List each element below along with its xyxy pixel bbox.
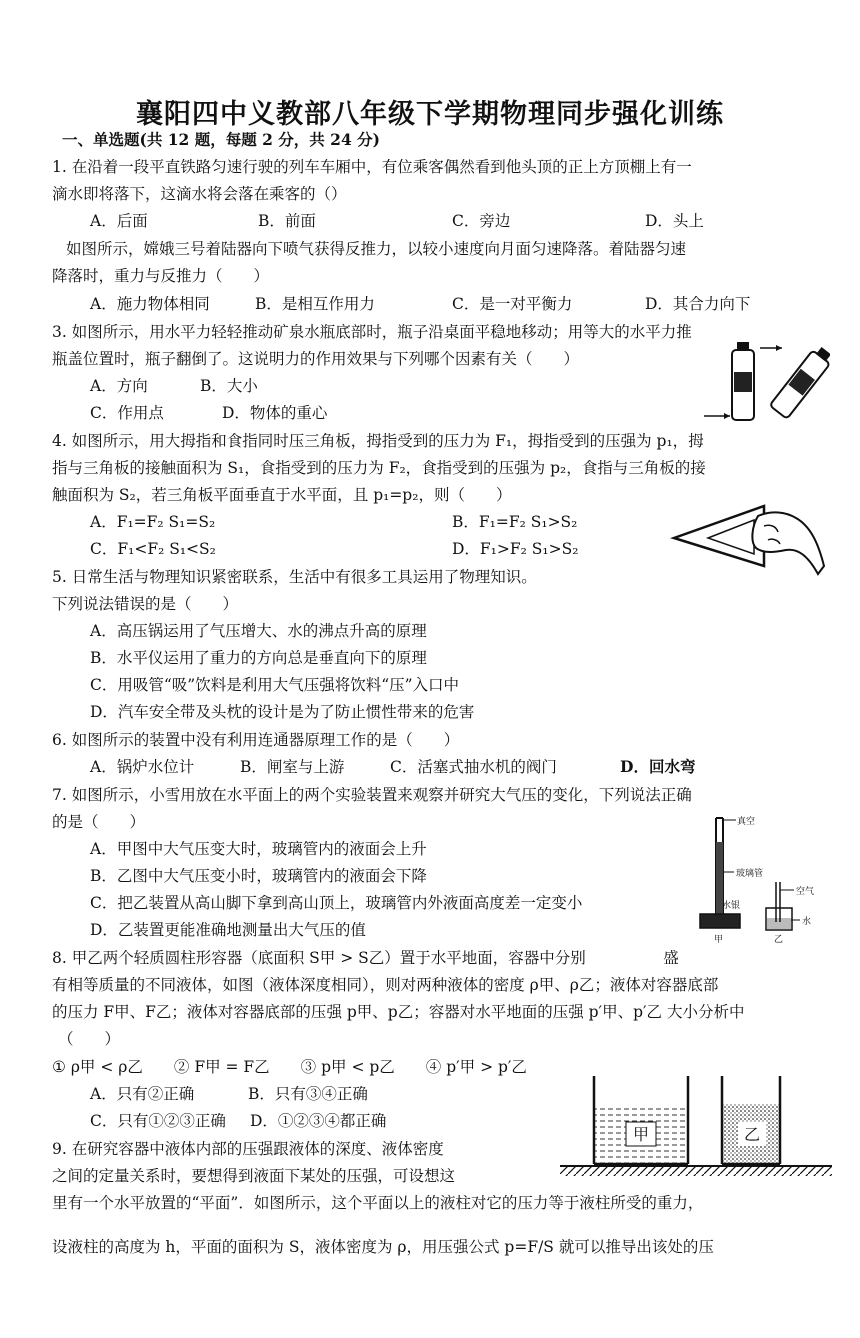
q7-line2: 的是（ ） xyxy=(52,813,146,831)
q2-option-c: C．是一对平衡力 xyxy=(452,295,573,313)
q3-option-a: A．方向 xyxy=(90,377,148,395)
fig7-label-yi: 乙 xyxy=(774,935,784,945)
q7-option-d: D．乙装置更能准确地测量出大气压的值 xyxy=(90,921,366,939)
q3-option-c: C．作用点 xyxy=(90,404,164,422)
q5-line2: 下列说法错误的是（ ） xyxy=(52,595,239,613)
q4-line3: 触面积为 S₂，若三角板平面垂直于水平面，且 p₁=p₂，则（ ） xyxy=(52,486,512,504)
fig8-label-jia: 甲 xyxy=(632,1125,650,1144)
fig7-label-jia: 甲 xyxy=(714,935,724,945)
q5-option-c: C．用吸管“吸”饮料是利用大气压强将饮料“压”入口中 xyxy=(90,676,460,694)
q8-line3: 的压力 F甲、F乙；液体对容器底部的压强 p甲、p乙；容器对水平地面的压强 p′甲、p′乙 大小分析中 xyxy=(52,1003,745,1021)
q8-line4: （ ） xyxy=(58,1030,121,1048)
q4-line1: 4. 如图所示，用大拇指和食指同时压三角板，拇指受到的压力为 F₁，拇指受到的压强为 p₁，拇 xyxy=(52,432,704,450)
fig7-label-mercury: 水银 xyxy=(722,901,741,911)
fig7-label-tube: 玻璃管 xyxy=(736,869,764,879)
fig7-label-air: 空气 xyxy=(796,887,815,897)
q3-line2: 瓶盖位置时，瓶子翻倒了。这说明力的作用效果与下列哪个因素有关（ ） xyxy=(52,350,580,368)
q7-option-a: A．甲图中大气压变大时，玻璃管内的液面会上升 xyxy=(90,840,427,858)
q5-line1: 5. 日常生活与物理知识紧密联系，生活中有很多工具运用了物理知识。 xyxy=(52,568,537,586)
q7-line1: 7. 如图所示，小雪用放在水平面上的两个实验装置来观察并研究大气压的变化，下列说法正确 xyxy=(52,786,692,804)
q8-line2: 有相等质量的不同液体，如图（液体深度相同），则对两种液体的密度 ρ甲、ρ乙；液体对容器底部 xyxy=(52,976,719,994)
q2-line1: 如图所示，嫦娥三号着陆器向下喷气获得反推力，以较小速度向月面匀速降落。着陆器匀速 xyxy=(66,240,687,258)
q2-option-d: D．其合力向下 xyxy=(645,295,751,313)
q7-barometer-figure xyxy=(696,812,832,948)
fig7-label-water: 水 xyxy=(802,917,812,927)
q2-line2: 降落时，重力与反推力（ ） xyxy=(52,267,270,285)
q1-option-d: D．头上 xyxy=(645,212,704,230)
q2-option-a: A．施力物体相同 xyxy=(90,295,210,313)
q9-line4: 设液柱的高度为 h，平面的面积为 S，液体密度为 ρ，用压强公式 p=F/S 就可以推导出该处的压 xyxy=(52,1238,714,1256)
q5-option-a: A．高压锅运用了气压增大、水的沸点升高的原理 xyxy=(90,622,427,640)
q6-option-d: D．回水弯 xyxy=(620,757,696,776)
q8-line1: 8. 甲乙两个轻质圆柱形容器（底面积 S甲 > S乙）置于水平地面，容器中分别 盛 xyxy=(52,949,679,967)
q3-bottle-figure xyxy=(700,338,830,424)
section-heading: 一、单选题(共 12 题，每题 2 分，共 24 分) xyxy=(62,130,380,149)
q8-containers-figure xyxy=(560,1070,832,1180)
q9-line3: 里有一个水平放置的“平面”．如图所示，这个平面以上的液柱对它的压力等于液柱所受的重力， xyxy=(52,1194,704,1212)
q4-line2: 指与三角板的接触面积为 S₁，食指受到的压力为 F₂，食指受到的压强为 p₂，食指与三角板的接 xyxy=(52,459,706,477)
q5-option-d: D．汽车安全带及头枕的设计是为了防止惯性带来的危害 xyxy=(90,703,475,721)
q4-option-d: D．F₁>F₂ S₁>S₂ xyxy=(452,540,579,558)
fig7-label-vacuum: 真空 xyxy=(737,817,756,827)
q1-option-a: A．后面 xyxy=(90,212,148,230)
q2-option-b: B．是相互作用力 xyxy=(255,295,375,313)
q4-option-c: C．F₁<F₂ S₁<S₂ xyxy=(90,540,216,558)
fig8-label-yi: 乙 xyxy=(743,1125,761,1144)
q3-line1: 3. 如图所示，用水平力轻轻推动矿泉水瓶底部时，瓶子沿桌面平稳地移动；用等大的水平力推 xyxy=(52,323,692,341)
q9-line1: 9. 在研究容器中液体内部的压强跟液体的深度、液体密度 xyxy=(52,1140,444,1158)
q1-line2: 滴水即将落下，这滴水将会落在乘客的（） xyxy=(52,185,347,203)
q4-triangle-hand-figure xyxy=(668,496,828,582)
q8-option-b: B．只有③④正确 xyxy=(248,1085,368,1103)
page-title: 襄阳四中义教部八年级下学期物理同步强化训练 xyxy=(136,99,724,130)
q8-option-a: A．只有②正确 xyxy=(90,1085,195,1103)
q8-option-d: D．①②③④都正确 xyxy=(250,1112,387,1130)
q6-line1: 6. 如图所示的装置中没有利用连通器原理工作的是（ ） xyxy=(52,731,460,749)
q6-option-a: A．锅炉水位计 xyxy=(90,758,195,776)
q3-option-d: D．物体的重心 xyxy=(222,404,328,422)
q7-option-b: B．乙图中大气压变小时，玻璃管内的液面会下降 xyxy=(90,867,427,885)
q6-option-c: C．活塞式抽水机的阀门 xyxy=(390,758,557,776)
q1-option-b: B．前面 xyxy=(258,212,316,230)
q3-option-b: B．大小 xyxy=(200,377,258,395)
q4-option-b: B．F₁=F₂ S₁>S₂ xyxy=(452,513,578,531)
q1-option-c: C．旁边 xyxy=(452,212,511,230)
q8-statements: ① ρ甲 < ρ乙 ② F甲 = F乙 ③ p甲 < p乙 ④ p′甲 > p′乙 xyxy=(52,1058,527,1076)
q9-line2: 之间的定量关系时，要想得到液面下某处的压强，可设想这 xyxy=(52,1167,456,1185)
q4-option-a: A．F₁=F₂ S₁=S₂ xyxy=(90,513,216,531)
q7-option-c: C．把乙装置从高山脚下拿到高山顶上，玻璃管内外液面高度差一定变小 xyxy=(90,894,583,912)
q1-line1: 1. 在沿着一段平直铁路匀速行驶的列车车厢中，有位乘客偶然看到他头顶的正上方顶棚上有一 xyxy=(52,158,692,176)
q8-option-c: C．只有①②③正确 xyxy=(90,1112,226,1130)
q6-option-b: B．闸室与上游 xyxy=(240,758,345,776)
q5-option-b: B．水平仪运用了重力的方向总是垂直向下的原理 xyxy=(90,649,427,667)
